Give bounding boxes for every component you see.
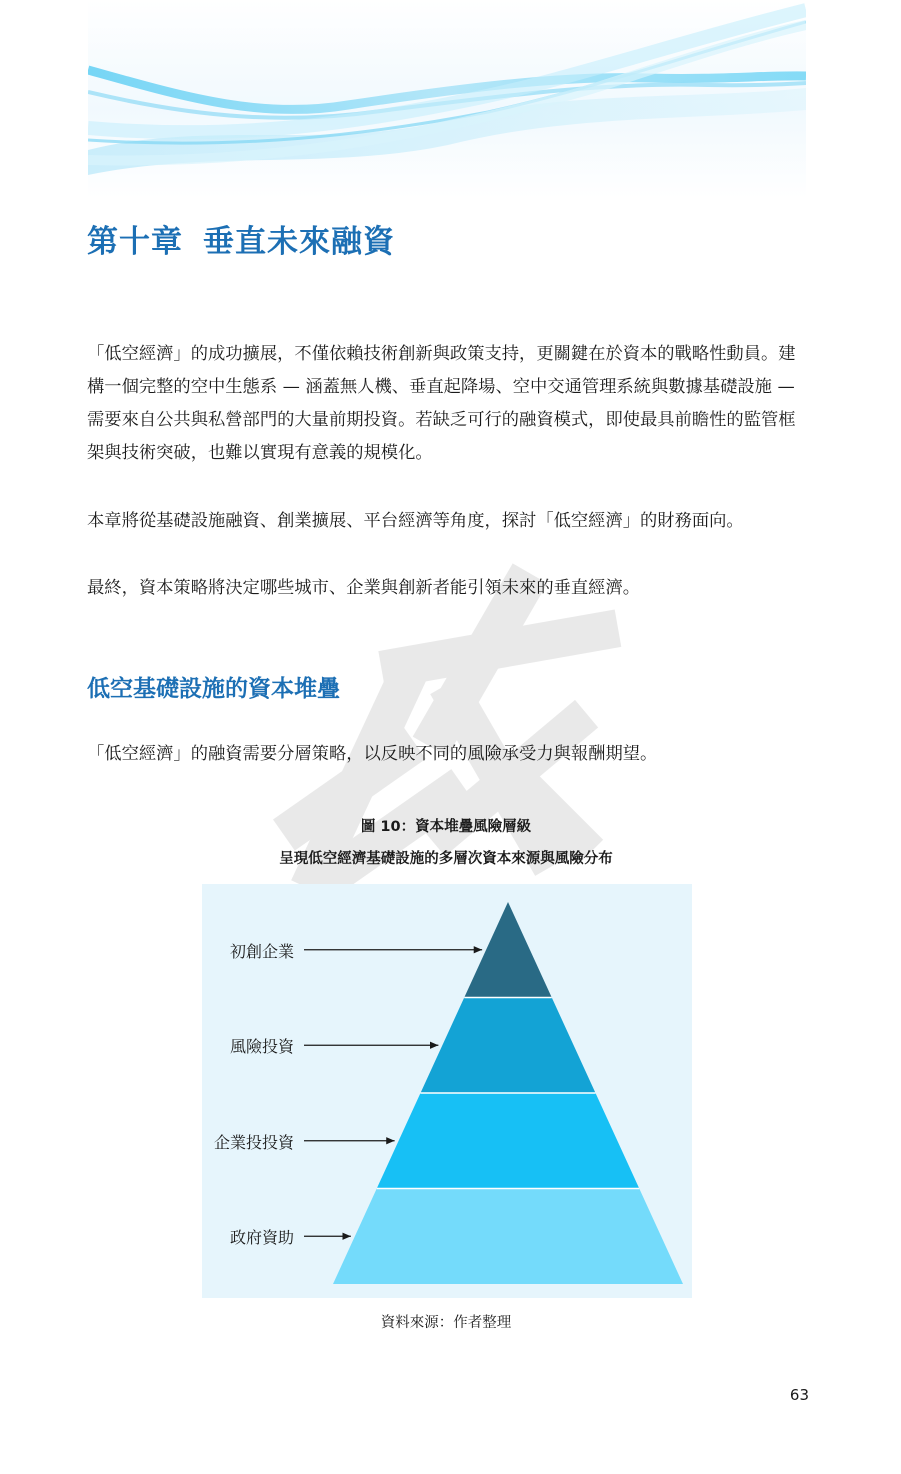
figure-source: 資料來源：作者整理 xyxy=(380,1315,512,1331)
figure-title: 圖 10：資本堆疊風險層級 xyxy=(360,819,532,835)
capital-stack-pyramid-figure xyxy=(202,884,692,1298)
section-title: 低空基礎設施的資本堆疊 xyxy=(87,676,340,702)
intro-paragraph-3: 最終，資本策略將決定哪些城市、企業與創新者能引領未來的垂直經濟。 xyxy=(87,578,641,598)
pyramid-label: 初創企業 xyxy=(229,941,294,961)
pyramid-label: 風險投資 xyxy=(229,1037,294,1057)
page-number: 63 xyxy=(789,1386,809,1404)
figure-subtitle: 呈現低空經濟基礎設施的多層次資本來源與風險分布 xyxy=(279,851,613,867)
chapter-number: 第十章 xyxy=(87,224,183,260)
section-paragraph: 「低空經濟」的融資需要分層策略，以反映不同的風險承受力與報酬期望。 xyxy=(87,744,658,764)
intro-paragraph-2: 本章將從基礎設施融資、創業擴展、平台經濟等角度，探討「低空經濟」的財務面向。 xyxy=(87,511,744,531)
intro-paragraph-1: 「低空經濟」的成功擴展，不僅依賴技術創新與政策支持，更關鍵在於資本的戰略性動員。建構一個完整的空中生態系 — 涵蓋無人機、垂直起降場、空中交通管理系統與數據基礎設施 — 需要來自公共與私營部門的大量前期投資。若缺乏可行的融資模式，即使最具前瞻性的監管框架與技術突破，也難以實現有意義的規模化。 xyxy=(87,344,796,463)
pyramid-tier xyxy=(421,998,596,1094)
header-wave-banner xyxy=(88,0,806,198)
chapter-title xyxy=(87,216,395,261)
pyramid-tier xyxy=(377,1093,640,1189)
chapter-name: 垂直未來融資 xyxy=(203,224,395,260)
pyramid-label: 企業投投資 xyxy=(213,1132,294,1152)
pyramid-tier xyxy=(333,1189,683,1285)
wave-graphic xyxy=(88,0,806,198)
pyramid-label: 政府資助 xyxy=(229,1228,294,1248)
